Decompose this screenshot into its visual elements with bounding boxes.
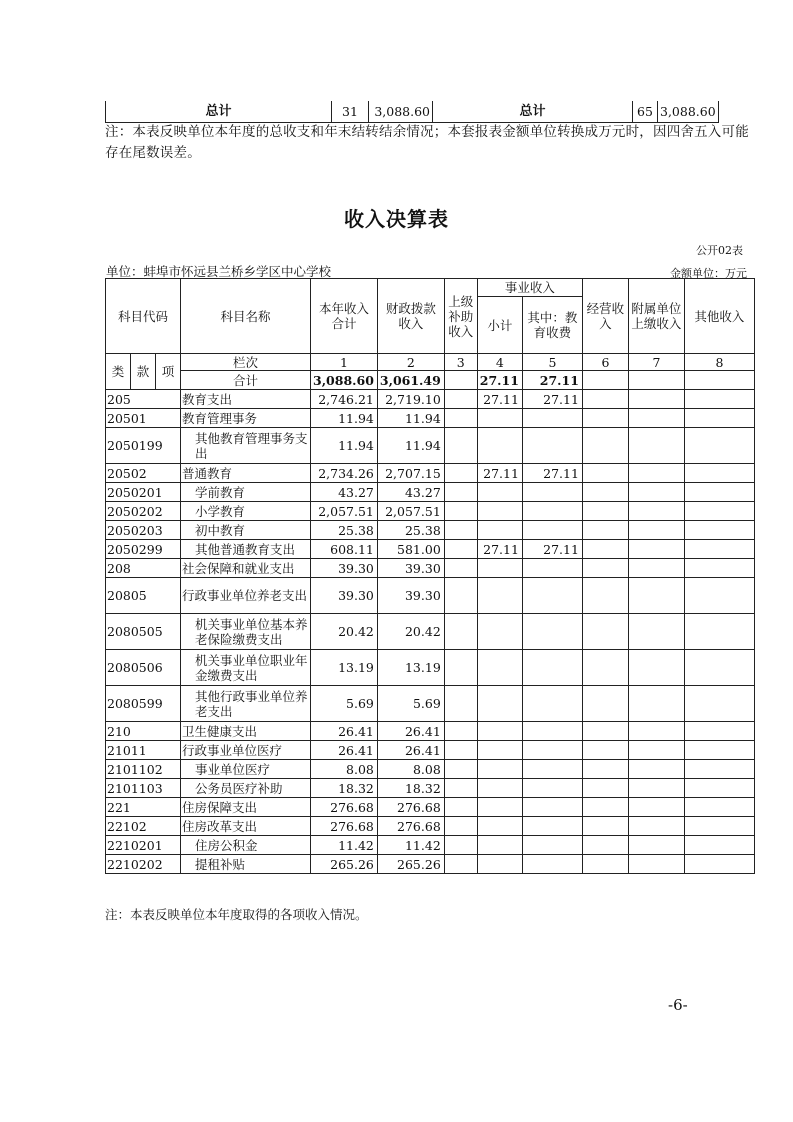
row-total-income: 276.68 [311, 817, 378, 836]
row-other [684, 650, 754, 686]
row-operating [582, 722, 628, 741]
row-affiliated [628, 502, 684, 521]
row-edu-fee: 27.11 [522, 464, 582, 483]
row-superior [444, 836, 477, 855]
row-affiliated [628, 428, 684, 464]
row-edu-fee [522, 614, 582, 650]
row-fiscal: 2,719.10 [377, 390, 444, 409]
row-code: 205 [106, 390, 181, 409]
row-fiscal: 265.26 [377, 855, 444, 874]
row-edu-fee [522, 722, 582, 741]
row-name: 其他普通教育支出 [181, 540, 311, 559]
income-table-container [105, 278, 755, 874]
row-total-income: 608.11 [311, 540, 378, 559]
row-name: 住房改革支出 [181, 817, 311, 836]
row-other [684, 817, 754, 836]
row-business-subtotal [477, 614, 522, 650]
table-row [106, 521, 755, 540]
row-fiscal: 276.68 [377, 817, 444, 836]
row-business-subtotal [477, 817, 522, 836]
row-superior [444, 540, 477, 559]
header-affiliated: 附属单位上缴收入 [628, 279, 684, 354]
row-affiliated [628, 686, 684, 722]
total-c4: 27.11 [477, 371, 522, 390]
row-other [684, 760, 754, 779]
total-c5: 27.11 [522, 371, 582, 390]
row-operating [582, 521, 628, 540]
table-row [106, 722, 755, 741]
row-fiscal: 13.19 [377, 650, 444, 686]
amount-unit: 金额单位：万元 [670, 267, 747, 280]
row-name: 事业单位医疗 [181, 760, 311, 779]
row-affiliated [628, 779, 684, 798]
col-num-3: 3 [444, 354, 477, 371]
row-operating [582, 483, 628, 502]
row-code: 2101103 [106, 779, 181, 798]
row-operating [582, 409, 628, 428]
row-superior [444, 614, 477, 650]
row-edu-fee [522, 741, 582, 760]
row-other [684, 686, 754, 722]
total-label: 合计 [181, 371, 311, 390]
row-name: 其他行政事业单位养老支出 [181, 686, 311, 722]
row-operating [582, 836, 628, 855]
col-num-1: 1 [311, 354, 378, 371]
row-fiscal: 20.42 [377, 614, 444, 650]
row-business-subtotal [477, 741, 522, 760]
row-operating [582, 578, 628, 614]
row-edu-fee [522, 483, 582, 502]
row-business-subtotal [477, 483, 522, 502]
row-affiliated [628, 836, 684, 855]
row-total-income: 5.69 [311, 686, 378, 722]
row-total-income: 13.19 [311, 650, 378, 686]
row-total-income: 11.94 [311, 409, 378, 428]
row-total-income: 39.30 [311, 559, 378, 578]
row-total-income: 2,734.26 [311, 464, 378, 483]
row-affiliated [628, 390, 684, 409]
row-superior [444, 390, 477, 409]
row-superior [444, 779, 477, 798]
row-fiscal: 11.94 [377, 428, 444, 464]
row-affiliated [628, 540, 684, 559]
row-code: 210 [106, 722, 181, 741]
row-total-income: 265.26 [311, 855, 378, 874]
table-row [106, 650, 755, 686]
row-business-subtotal [477, 855, 522, 874]
row-fiscal: 39.30 [377, 578, 444, 614]
row-name: 提租补贴 [181, 855, 311, 874]
row-operating [582, 798, 628, 817]
row-fiscal: 8.08 [377, 760, 444, 779]
total-c1: 3,088.60 [311, 371, 378, 390]
row-edu-fee [522, 817, 582, 836]
table-row [106, 817, 755, 836]
col-num-7: 7 [628, 354, 684, 371]
col-num-6: 6 [582, 354, 628, 371]
row-operating [582, 779, 628, 798]
row-total-income: 8.08 [311, 760, 378, 779]
header-subject-code: 科目代码 [106, 279, 181, 354]
row-operating [582, 464, 628, 483]
row-name: 其他教育管理事务支出 [181, 428, 311, 464]
row-business-subtotal [477, 521, 522, 540]
row-business-subtotal [477, 502, 522, 521]
row-fiscal: 26.41 [377, 722, 444, 741]
table-row [106, 855, 755, 874]
row-affiliated [628, 483, 684, 502]
summary-left-line: 31 [332, 101, 369, 123]
row-operating [582, 741, 628, 760]
row-code: 2101102 [106, 760, 181, 779]
row-superior [444, 409, 477, 428]
row-affiliated [628, 722, 684, 741]
row-other [684, 502, 754, 521]
header-business: 事业收入 [477, 279, 582, 297]
row-superior [444, 855, 477, 874]
row-total-income: 11.94 [311, 428, 378, 464]
row-name: 公务员医疗补助 [181, 779, 311, 798]
row-operating [582, 390, 628, 409]
row-business-subtotal: 27.11 [477, 390, 522, 409]
header-total-income: 本年收入合计 [311, 279, 378, 354]
row-other [684, 798, 754, 817]
row-other [684, 779, 754, 798]
row-business-subtotal [477, 428, 522, 464]
row-superior [444, 578, 477, 614]
row-operating [582, 817, 628, 836]
summary-right-label: 总计 [433, 101, 633, 123]
unit-label: 单位：蚌埠市怀远县兰桥乡学区中心学校 [106, 264, 332, 279]
row-name: 社会保障和就业支出 [181, 559, 311, 578]
row-fiscal: 2,707.15 [377, 464, 444, 483]
row-name: 学前教育 [181, 483, 311, 502]
table-row [106, 483, 755, 502]
summary-left-amount: 3,088.60 [369, 101, 433, 123]
row-operating [582, 540, 628, 559]
row-edu-fee [522, 779, 582, 798]
row-code: 208 [106, 559, 181, 578]
row-edu-fee [522, 650, 582, 686]
row-code: 2210201 [106, 836, 181, 855]
row-business-subtotal [477, 798, 522, 817]
col-num-2: 2 [377, 354, 444, 371]
row-code: 221 [106, 798, 181, 817]
row-name: 教育支出 [181, 390, 311, 409]
row-total-income: 2,746.21 [311, 390, 378, 409]
total-c3 [444, 371, 477, 390]
total-c2: 3,061.49 [377, 371, 444, 390]
row-total-income: 2,057.51 [311, 502, 378, 521]
header-kuan: 款 [131, 354, 156, 390]
row-edu-fee [522, 578, 582, 614]
row-other [684, 409, 754, 428]
row-superior [444, 686, 477, 722]
row-name: 住房保障支出 [181, 798, 311, 817]
summary-left-label: 总计 [106, 101, 332, 123]
row-business-subtotal [477, 686, 522, 722]
row-operating [582, 650, 628, 686]
page-number: -6- [668, 996, 688, 1014]
row-name: 行政事业单位医疗 [181, 741, 311, 760]
header-fiscal: 财政拨款收入 [377, 279, 444, 354]
row-fiscal: 26.41 [377, 741, 444, 760]
summary-table [105, 101, 719, 123]
table-row [106, 464, 755, 483]
row-name: 卫生健康支出 [181, 722, 311, 741]
row-total-income: 26.41 [311, 741, 378, 760]
row-code: 22102 [106, 817, 181, 836]
col-num-4: 4 [477, 354, 522, 371]
row-fiscal: 276.68 [377, 798, 444, 817]
row-business-subtotal [477, 836, 522, 855]
row-superior [444, 798, 477, 817]
row-total-income: 43.27 [311, 483, 378, 502]
row-total-income: 11.42 [311, 836, 378, 855]
row-total-income: 276.68 [311, 798, 378, 817]
row-other [684, 614, 754, 650]
page-title: 收入决算表 [344, 207, 449, 231]
header-operating: 经营收入 [582, 279, 628, 354]
row-superior [444, 760, 477, 779]
row-edu-fee [522, 521, 582, 540]
table-row [106, 836, 755, 855]
table-row [106, 779, 755, 798]
table-row [106, 540, 755, 559]
row-affiliated [628, 855, 684, 874]
column-no-label: 栏次 [181, 354, 311, 371]
row-business-subtotal: 27.11 [477, 540, 522, 559]
row-superior [444, 521, 477, 540]
row-edu-fee: 27.11 [522, 540, 582, 559]
row-code: 20805 [106, 578, 181, 614]
row-other [684, 540, 754, 559]
row-code: 2050202 [106, 502, 181, 521]
row-total-income: 25.38 [311, 521, 378, 540]
row-superior [444, 502, 477, 521]
row-edu-fee [522, 798, 582, 817]
row-code: 2050299 [106, 540, 181, 559]
form-code: 公开02表 [696, 244, 743, 257]
table-row [106, 428, 755, 464]
income-table [105, 278, 755, 874]
row-superior [444, 559, 477, 578]
header-subject-name: 科目名称 [181, 279, 311, 354]
row-name: 普通教育 [181, 464, 311, 483]
row-operating [582, 760, 628, 779]
row-name: 住房公积金 [181, 836, 311, 855]
row-affiliated [628, 559, 684, 578]
row-other [684, 855, 754, 874]
row-business-subtotal [477, 559, 522, 578]
table-row [106, 614, 755, 650]
row-superior [444, 817, 477, 836]
row-superior [444, 650, 477, 686]
row-affiliated [628, 741, 684, 760]
row-code: 2080599 [106, 686, 181, 722]
table-row [106, 741, 755, 760]
summary-right-amount: 3,088.60 [658, 101, 719, 123]
row-edu-fee: 27.11 [522, 390, 582, 409]
header-edu-fee: 其中：教育收费 [522, 297, 582, 354]
header-subtotal: 小计 [477, 297, 522, 354]
row-edu-fee [522, 428, 582, 464]
row-fiscal: 18.32 [377, 779, 444, 798]
row-operating [582, 855, 628, 874]
summary-right-line: 65 [633, 101, 658, 123]
row-business-subtotal [477, 760, 522, 779]
row-name: 行政事业单位养老支出 [181, 578, 311, 614]
row-other [684, 741, 754, 760]
table-footnote: 注：本表反映单位本年度取得的各项收入情况。 [105, 907, 368, 922]
header-lei: 类 [106, 354, 131, 390]
row-other [684, 483, 754, 502]
row-business-subtotal: 27.11 [477, 464, 522, 483]
table-row [106, 409, 755, 428]
row-other [684, 428, 754, 464]
row-code: 2210202 [106, 855, 181, 874]
row-superior [444, 464, 477, 483]
row-fiscal: 39.30 [377, 559, 444, 578]
table-row [106, 760, 755, 779]
summary-table-container [105, 101, 719, 123]
table-row [106, 798, 755, 817]
row-affiliated [628, 464, 684, 483]
row-affiliated [628, 817, 684, 836]
row-edu-fee [522, 855, 582, 874]
summary-note: 注：本表反映单位本年度的总收支和年末结转结余情况；本套报表金额单位转换成万元时，因四舍五入可能存在尾数误差。 [105, 124, 749, 161]
row-other [684, 836, 754, 855]
row-total-income: 20.42 [311, 614, 378, 650]
row-operating [582, 428, 628, 464]
row-other [684, 578, 754, 614]
row-operating [582, 502, 628, 521]
col-num-5: 5 [522, 354, 582, 371]
row-affiliated [628, 760, 684, 779]
row-fiscal: 25.38 [377, 521, 444, 540]
row-edu-fee [522, 686, 582, 722]
row-code: 2050201 [106, 483, 181, 502]
row-business-subtotal [477, 578, 522, 614]
header-other: 其他收入 [684, 279, 754, 354]
row-total-income: 26.41 [311, 722, 378, 741]
row-edu-fee [522, 559, 582, 578]
row-operating [582, 614, 628, 650]
table-row [106, 502, 755, 521]
row-edu-fee [522, 502, 582, 521]
row-affiliated [628, 578, 684, 614]
row-code: 2080506 [106, 650, 181, 686]
row-fiscal: 43.27 [377, 483, 444, 502]
row-affiliated [628, 614, 684, 650]
row-total-income: 18.32 [311, 779, 378, 798]
row-operating [582, 559, 628, 578]
header-superior: 上级补助收入 [444, 279, 477, 354]
row-edu-fee [522, 409, 582, 428]
row-fiscal: 5.69 [377, 686, 444, 722]
row-name: 机关事业单位基本养老保险缴费支出 [181, 614, 311, 650]
row-code: 2050203 [106, 521, 181, 540]
table-row [106, 686, 755, 722]
row-code: 2050199 [106, 428, 181, 464]
row-total-income: 39.30 [311, 578, 378, 614]
total-c8 [684, 371, 754, 390]
row-superior [444, 722, 477, 741]
table-row [106, 578, 755, 614]
row-superior [444, 428, 477, 464]
row-name: 机关事业单位职业年金缴费支出 [181, 650, 311, 686]
row-superior [444, 741, 477, 760]
row-edu-fee [522, 760, 582, 779]
row-operating [582, 686, 628, 722]
row-affiliated [628, 409, 684, 428]
row-edu-fee [522, 836, 582, 855]
row-fiscal: 11.94 [377, 409, 444, 428]
row-name: 教育管理事务 [181, 409, 311, 428]
row-other [684, 559, 754, 578]
row-business-subtotal [477, 722, 522, 741]
table-row [106, 390, 755, 409]
row-name: 小学教育 [181, 502, 311, 521]
row-business-subtotal [477, 409, 522, 428]
table-row [106, 559, 755, 578]
header-xiang: 项 [156, 354, 181, 390]
row-fiscal: 581.00 [377, 540, 444, 559]
row-affiliated [628, 650, 684, 686]
row-code: 20502 [106, 464, 181, 483]
row-affiliated [628, 798, 684, 817]
row-fiscal: 11.42 [377, 836, 444, 855]
row-other [684, 390, 754, 409]
row-affiliated [628, 521, 684, 540]
row-name: 初中教育 [181, 521, 311, 540]
row-superior [444, 483, 477, 502]
row-other [684, 521, 754, 540]
row-business-subtotal [477, 650, 522, 686]
total-c7 [628, 371, 684, 390]
total-c6 [582, 371, 628, 390]
row-business-subtotal [477, 779, 522, 798]
row-other [684, 464, 754, 483]
col-num-8: 8 [684, 354, 754, 371]
row-fiscal: 2,057.51 [377, 502, 444, 521]
row-code: 21011 [106, 741, 181, 760]
row-other [684, 722, 754, 741]
row-code: 2080505 [106, 614, 181, 650]
row-code: 20501 [106, 409, 181, 428]
